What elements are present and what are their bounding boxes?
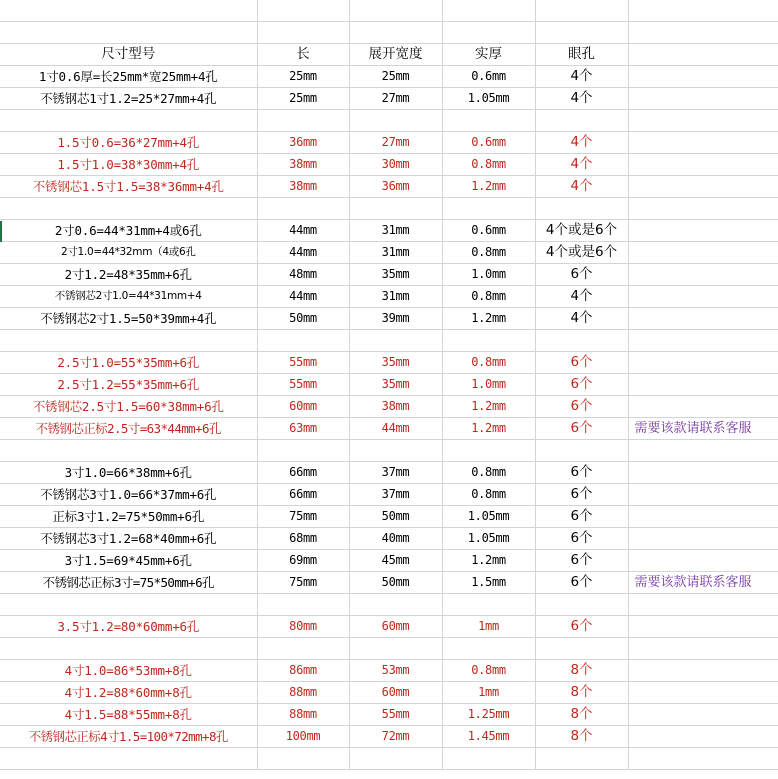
cell-note[interactable] — [628, 132, 778, 154]
cell-name[interactable]: 不锈钢芯1寸1.2=25*27mm+4孔 — [0, 88, 257, 110]
cell-length[interactable]: 68mm — [257, 528, 349, 550]
cell-note[interactable] — [628, 396, 778, 418]
cell-name[interactable]: 1.5寸0.6=36*27mm+4孔 — [0, 132, 257, 154]
blank-row — [0, 110, 778, 132]
empty-cell[interactable] — [535, 110, 628, 132]
cell-note[interactable] — [628, 462, 778, 484]
empty-cell[interactable] — [0, 22, 257, 44]
table-row — [0, 726, 778, 748]
cell-length[interactable]: 75mm — [257, 572, 349, 594]
cell-width[interactable]: 27mm — [349, 132, 442, 154]
header-length[interactable]: 长 — [257, 44, 349, 66]
cell-width[interactable]: 39mm — [349, 308, 442, 330]
cell-width[interactable]: 30mm — [349, 154, 442, 176]
cell-note[interactable] — [628, 352, 778, 374]
cell-note[interactable] — [628, 506, 778, 528]
cell-holes[interactable]: 6个 — [535, 572, 628, 594]
cell-length[interactable]: 88mm — [257, 704, 349, 726]
empty-cell[interactable] — [257, 440, 349, 462]
table-row — [0, 396, 778, 418]
cell-name[interactable]: 不锈钢芯2寸1.0=44*31mm+4 — [0, 286, 257, 308]
empty-cell[interactable] — [628, 330, 778, 352]
cell-note[interactable] — [628, 264, 778, 286]
blank-row — [0, 638, 778, 660]
cell-note[interactable]: 需要该款请联系客服 — [628, 572, 778, 594]
cell-holes[interactable]: 4个 — [535, 132, 628, 154]
cell-holes[interactable]: 6个 — [535, 352, 628, 374]
cell-holes[interactable]: 6个 — [535, 374, 628, 396]
cell-width[interactable]: 36mm — [349, 176, 442, 198]
table-row — [0, 418, 778, 440]
cell-width[interactable]: 35mm — [349, 374, 442, 396]
cell-note[interactable] — [628, 726, 778, 748]
cell-note[interactable] — [628, 154, 778, 176]
table-row — [0, 704, 778, 726]
cell-thickness[interactable]: 0.6mm — [442, 132, 535, 154]
cell-thickness[interactable]: 1.2mm — [442, 550, 535, 572]
table-row — [0, 132, 778, 154]
empty-cell[interactable] — [349, 440, 442, 462]
cell-holes[interactable]: 8个 — [535, 660, 628, 682]
header-holes[interactable]: 眼孔 — [535, 44, 628, 66]
cell-length[interactable]: 25mm — [257, 88, 349, 110]
cell-width[interactable]: 53mm — [349, 660, 442, 682]
cell-name[interactable]: 不锈钢芯1.5寸1.5=38*36mm+4孔 — [0, 176, 257, 198]
cell-length[interactable]: 66mm — [257, 484, 349, 506]
empty-cell[interactable] — [442, 198, 535, 220]
empty-cell[interactable] — [442, 0, 535, 22]
empty-cell[interactable] — [349, 110, 442, 132]
cell-width[interactable]: 37mm — [349, 462, 442, 484]
cell-holes[interactable]: 6个 — [535, 264, 628, 286]
cell-note[interactable] — [628, 704, 778, 726]
cell-length[interactable]: 80mm — [257, 616, 349, 638]
empty-cell[interactable] — [257, 0, 349, 22]
empty-cell[interactable] — [0, 198, 257, 220]
cell-thickness[interactable]: 1.0mm — [442, 374, 535, 396]
cell-length[interactable]: 25mm — [257, 66, 349, 88]
cell-thickness[interactable]: 1.05mm — [442, 88, 535, 110]
cell-name[interactable]: 2寸0.6=44*31mm+4或6孔 — [0, 220, 257, 242]
blank-row — [0, 22, 778, 44]
cell-note[interactable] — [628, 286, 778, 308]
cell-thickness[interactable]: 1.2mm — [442, 176, 535, 198]
cell-width[interactable]: 31mm — [349, 220, 442, 242]
cell-thickness[interactable]: 1.2mm — [442, 396, 535, 418]
cell-holes[interactable]: 6个 — [535, 528, 628, 550]
table-row — [0, 154, 778, 176]
cell-note[interactable] — [628, 374, 778, 396]
empty-cell[interactable] — [628, 594, 778, 616]
cell-width[interactable]: 25mm — [349, 66, 442, 88]
empty-cell[interactable] — [349, 0, 442, 22]
blank-row — [0, 198, 778, 220]
empty-cell[interactable] — [535, 22, 628, 44]
cell-note[interactable] — [628, 682, 778, 704]
cell-holes[interactable]: 8个 — [535, 704, 628, 726]
empty-cell[interactable] — [0, 594, 257, 616]
cell-width[interactable]: 40mm — [349, 528, 442, 550]
cell-length[interactable]: 69mm — [257, 550, 349, 572]
cell-holes[interactable]: 8个 — [535, 726, 628, 748]
cell-note[interactable] — [628, 308, 778, 330]
table-row — [0, 374, 778, 396]
cell-note[interactable] — [628, 616, 778, 638]
cell-name[interactable]: 不锈钢芯正标3寸=75*50mm+6孔 — [0, 572, 257, 594]
cell-note[interactable] — [628, 550, 778, 572]
cell-holes[interactable]: 4个 — [535, 308, 628, 330]
cell-length[interactable]: 38mm — [257, 154, 349, 176]
cell-thickness[interactable]: 1.05mm — [442, 506, 535, 528]
blank-row — [0, 0, 778, 22]
empty-cell[interactable] — [442, 594, 535, 616]
cell-note[interactable] — [628, 176, 778, 198]
cell-length[interactable]: 55mm — [257, 352, 349, 374]
table-row — [0, 242, 778, 264]
cell-name[interactable]: 2.5寸1.0=55*35mm+6孔 — [0, 352, 257, 374]
cell-name[interactable]: 不锈钢芯正标2.5寸=63*44mm+6孔 — [0, 418, 257, 440]
cell-length[interactable]: 44mm — [257, 286, 349, 308]
cell-thickness[interactable]: 0.8mm — [442, 352, 535, 374]
cell-name[interactable]: 2寸1.2=48*35mm+6孔 — [0, 264, 257, 286]
cell-length[interactable]: 75mm — [257, 506, 349, 528]
cell-holes[interactable]: 6个 — [535, 396, 628, 418]
cell-width[interactable]: 50mm — [349, 572, 442, 594]
cell-width[interactable]: 35mm — [349, 352, 442, 374]
cell-holes[interactable]: 8个 — [535, 682, 628, 704]
cell-name[interactable]: 不锈钢芯3寸1.0=66*37mm+6孔 — [0, 484, 257, 506]
table-row — [0, 286, 778, 308]
cell-width[interactable]: 31mm — [349, 286, 442, 308]
cell-width[interactable]: 37mm — [349, 484, 442, 506]
cell-name[interactable]: 3寸1.5=69*45mm+6孔 — [0, 550, 257, 572]
table-row — [0, 264, 778, 286]
cell-thickness[interactable]: 0.8mm — [442, 462, 535, 484]
empty-cell[interactable] — [257, 330, 349, 352]
cell-width[interactable]: 35mm — [349, 264, 442, 286]
empty-cell[interactable] — [535, 748, 628, 770]
empty-cell[interactable] — [442, 330, 535, 352]
cell-name[interactable]: 不锈钢芯2寸1.5=50*39mm+4孔 — [0, 308, 257, 330]
cell-thickness[interactable]: 0.6mm — [442, 220, 535, 242]
cell-name[interactable]: 1寸0.6厚=长25mm*宽25mm+4孔 — [0, 66, 257, 88]
cell-thickness[interactable]: 0.6mm — [442, 66, 535, 88]
cell-thickness[interactable]: 1.2mm — [442, 418, 535, 440]
empty-cell[interactable] — [349, 330, 442, 352]
cell-holes[interactable]: 6个 — [535, 616, 628, 638]
cell-length[interactable]: 63mm — [257, 418, 349, 440]
cell-width[interactable]: 45mm — [349, 550, 442, 572]
cell-note[interactable] — [628, 484, 778, 506]
cell-thickness[interactable]: 1mm — [442, 682, 535, 704]
table-row — [0, 616, 778, 638]
table-row — [0, 462, 778, 484]
empty-cell[interactable] — [0, 748, 257, 770]
cell-length[interactable]: 36mm — [257, 132, 349, 154]
cell-name[interactable]: 不锈钢芯3寸1.2=68*40mm+6孔 — [0, 528, 257, 550]
cell-width[interactable]: 31mm — [349, 242, 442, 264]
cell-thickness[interactable]: 1.25mm — [442, 704, 535, 726]
cell-thickness[interactable]: 1.45mm — [442, 726, 535, 748]
blank-row — [0, 330, 778, 352]
cell-width[interactable]: 44mm — [349, 418, 442, 440]
cell-name[interactable]: 正标3寸1.2=75*50mm+6孔 — [0, 506, 257, 528]
empty-cell[interactable] — [628, 110, 778, 132]
table-row — [0, 506, 778, 528]
cell-holes[interactable]: 6个 — [535, 550, 628, 572]
empty-cell[interactable] — [535, 0, 628, 22]
cell-thickness[interactable]: 0.8mm — [442, 660, 535, 682]
cell-length[interactable]: 55mm — [257, 374, 349, 396]
header-blank[interactable] — [628, 44, 778, 66]
empty-cell[interactable] — [628, 638, 778, 660]
cell-width[interactable]: 38mm — [349, 396, 442, 418]
cell-note[interactable] — [628, 660, 778, 682]
empty-cell[interactable] — [257, 110, 349, 132]
empty-cell[interactable] — [535, 638, 628, 660]
cell-holes[interactable]: 4个 — [535, 286, 628, 308]
cell-length[interactable]: 86mm — [257, 660, 349, 682]
cell-length[interactable]: 44mm — [257, 242, 349, 264]
cell-length[interactable]: 66mm — [257, 462, 349, 484]
cell-holes[interactable]: 6个 — [535, 418, 628, 440]
cell-thickness[interactable]: 1.2mm — [442, 308, 535, 330]
cell-width[interactable]: 27mm — [349, 88, 442, 110]
cell-holes[interactable]: 6个 — [535, 484, 628, 506]
empty-cell[interactable] — [349, 748, 442, 770]
table-row — [0, 572, 778, 594]
cell-name[interactable]: 不锈钢芯2.5寸1.5=60*38mm+6孔 — [0, 396, 257, 418]
empty-cell[interactable] — [442, 638, 535, 660]
cell-name[interactable]: 3.5寸1.2=80*60mm+6孔 — [0, 616, 257, 638]
cell-thickness[interactable]: 0.8mm — [442, 286, 535, 308]
empty-cell[interactable] — [628, 22, 778, 44]
empty-cell[interactable] — [442, 440, 535, 462]
cell-thickness[interactable]: 0.8mm — [442, 484, 535, 506]
cell-holes[interactable]: 4个 — [535, 66, 628, 88]
cell-length[interactable]: 100mm — [257, 726, 349, 748]
selected-row-marker — [0, 221, 2, 242]
table-row — [0, 308, 778, 330]
empty-cell[interactable] — [0, 638, 257, 660]
cell-holes[interactable]: 6个 — [535, 506, 628, 528]
empty-cell[interactable] — [349, 22, 442, 44]
blank-row — [0, 440, 778, 462]
empty-cell[interactable] — [535, 594, 628, 616]
table-row — [0, 176, 778, 198]
blank-row — [0, 594, 778, 616]
cell-note[interactable]: 需要该款请联系客服 — [628, 418, 778, 440]
empty-cell[interactable] — [442, 22, 535, 44]
cell-length[interactable]: 50mm — [257, 308, 349, 330]
cell-name[interactable]: 1.5寸1.0=38*30mm+4孔 — [0, 154, 257, 176]
cell-thickness[interactable]: 1.5mm — [442, 572, 535, 594]
cell-thickness[interactable]: 0.8mm — [442, 154, 535, 176]
cell-note[interactable] — [628, 66, 778, 88]
table-row — [0, 660, 778, 682]
header-thickness[interactable]: 实厚 — [442, 44, 535, 66]
empty-cell[interactable] — [442, 748, 535, 770]
table-row — [0, 682, 778, 704]
cell-holes[interactable]: 4个 — [535, 176, 628, 198]
cell-length[interactable]: 60mm — [257, 396, 349, 418]
cell-holes[interactable]: 6个 — [535, 462, 628, 484]
cell-width[interactable]: 72mm — [349, 726, 442, 748]
cell-name[interactable]: 2.5寸1.2=55*35mm+6孔 — [0, 374, 257, 396]
table-row — [0, 484, 778, 506]
cell-length[interactable]: 88mm — [257, 682, 349, 704]
empty-cell[interactable] — [257, 594, 349, 616]
empty-cell[interactable] — [257, 198, 349, 220]
cell-width[interactable]: 50mm — [349, 506, 442, 528]
table-row — [0, 528, 778, 550]
cell-note[interactable] — [628, 528, 778, 550]
empty-cell[interactable] — [349, 594, 442, 616]
empty-cell[interactable] — [257, 638, 349, 660]
cell-width[interactable]: 60mm — [349, 616, 442, 638]
empty-cell[interactable] — [628, 748, 778, 770]
cell-length[interactable]: 44mm — [257, 220, 349, 242]
table-row — [0, 220, 778, 242]
cell-name[interactable]: 4寸1.0=86*53mm+8孔 — [0, 660, 257, 682]
table-row — [0, 352, 778, 374]
cell-note[interactable] — [628, 88, 778, 110]
empty-cell[interactable] — [535, 330, 628, 352]
table-row — [0, 550, 778, 572]
cell-holes[interactable]: 4个或是6个 — [535, 220, 628, 242]
cell-length[interactable]: 38mm — [257, 176, 349, 198]
cell-width[interactable]: 55mm — [349, 704, 442, 726]
cell-name[interactable]: 不锈钢芯正标4寸1.5=100*72mm+8孔 — [0, 726, 257, 748]
empty-cell[interactable] — [349, 638, 442, 660]
empty-cell[interactable] — [628, 440, 778, 462]
table-row — [0, 66, 778, 88]
empty-cell[interactable] — [0, 330, 257, 352]
empty-cell[interactable] — [535, 440, 628, 462]
empty-cell[interactable] — [257, 22, 349, 44]
cell-note[interactable] — [628, 220, 778, 242]
cell-thickness[interactable]: 1mm — [442, 616, 535, 638]
cell-thickness[interactable]: 1.05mm — [442, 528, 535, 550]
cell-name[interactable]: 2寸1.0=44*32mm（4或6孔 — [0, 242, 257, 264]
header-row — [0, 44, 778, 66]
cell-holes[interactable]: 4个 — [535, 88, 628, 110]
cell-width[interactable]: 60mm — [349, 682, 442, 704]
blank-row — [0, 748, 778, 770]
empty-cell[interactable] — [0, 110, 257, 132]
empty-cell[interactable] — [0, 0, 257, 22]
empty-cell[interactable] — [257, 748, 349, 770]
cell-length[interactable]: 48mm — [257, 264, 349, 286]
cell-holes[interactable]: 4个 — [535, 154, 628, 176]
cell-note[interactable] — [628, 242, 778, 264]
cell-name[interactable]: 3寸1.0=66*38mm+6孔 — [0, 462, 257, 484]
cell-thickness[interactable]: 1.0mm — [442, 264, 535, 286]
header-name[interactable]: 尺寸型号 — [0, 44, 257, 66]
empty-cell[interactable] — [628, 0, 778, 22]
empty-cell[interactable] — [0, 440, 257, 462]
cell-name[interactable]: 4寸1.2=88*60mm+8孔 — [0, 682, 257, 704]
empty-cell[interactable] — [349, 198, 442, 220]
table-row — [0, 88, 778, 110]
empty-cell[interactable] — [535, 198, 628, 220]
cell-name[interactable]: 4寸1.5=88*55mm+8孔 — [0, 704, 257, 726]
empty-cell[interactable] — [442, 110, 535, 132]
header-width[interactable]: 展开宽度 — [349, 44, 442, 66]
empty-cell[interactable] — [628, 198, 778, 220]
cell-holes[interactable]: 4个或是6个 — [535, 242, 628, 264]
cell-thickness[interactable]: 0.8mm — [442, 242, 535, 264]
